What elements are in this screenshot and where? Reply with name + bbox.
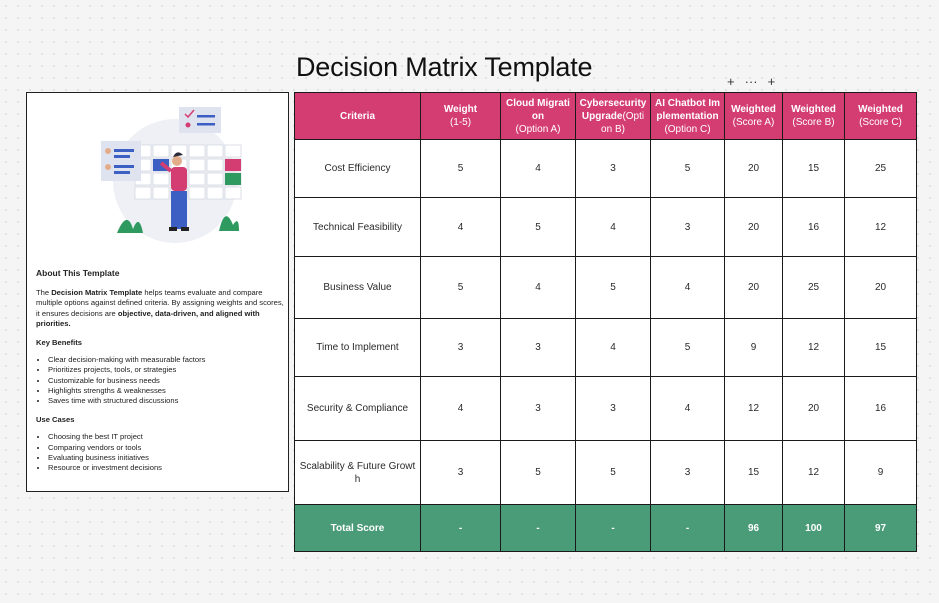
table-cell[interactable]: 3: [501, 377, 576, 441]
intro-text: The: [36, 288, 52, 298]
header-label: Criteria: [339, 110, 375, 122]
table-row: [295, 140, 917, 198]
table-cell[interactable]: 16: [783, 198, 845, 257]
decision-illustration: [97, 105, 247, 245]
list-item: • Prioritizes projects, tools, or strategies: [48, 365, 286, 375]
table-cell[interactable]: 16: [845, 377, 917, 441]
table-cell[interactable]: 20: [845, 257, 917, 319]
table-cell[interactable]: 4: [651, 377, 725, 441]
table-cell[interactable]: 3: [421, 441, 501, 505]
list-item: • Choosing the best IT project: [48, 432, 286, 442]
header-sublabel: (1-5): [449, 117, 472, 128]
table-cell[interactable]: 3: [651, 198, 725, 257]
about-card[interactable]: [26, 92, 289, 492]
table-cell[interactable]: 4: [651, 257, 725, 319]
table-cell[interactable]: Security & Compliance: [295, 377, 421, 441]
list-item: • Comparing vendors or tools: [48, 443, 286, 453]
table-cell[interactable]: 3: [651, 441, 725, 505]
table-row: [295, 319, 917, 377]
table-cell[interactable]: 5: [421, 257, 501, 319]
table-row: [295, 198, 917, 257]
header-weighted-b[interactable]: [783, 93, 845, 140]
header-weighted-c[interactable]: [845, 93, 917, 140]
total-cell[interactable]: -: [576, 505, 651, 552]
table-cell[interactable]: 4: [576, 198, 651, 257]
header-label: Cybersecurity Upgrade: [579, 97, 647, 122]
header-weight[interactable]: [421, 93, 501, 140]
header-criteria[interactable]: [295, 93, 421, 140]
intro-bold-name: Decision Matrix Template: [51, 288, 143, 298]
header-label: Weight: [443, 104, 478, 115]
page-title: Decision Matrix Template: [296, 52, 593, 82]
list-item: • Resource or investment decisions: [48, 463, 286, 473]
header-label: Weighted: [791, 104, 836, 115]
total-cell[interactable]: 96: [725, 505, 783, 552]
header-sublabel: (Score A): [732, 117, 775, 128]
table-cell[interactable]: 3: [576, 377, 651, 441]
usecases-list: [36, 432, 286, 473]
total-row: [295, 505, 917, 552]
table-row: [295, 441, 917, 505]
table-cell[interactable]: 20: [783, 377, 845, 441]
table-cell[interactable]: 15: [845, 319, 917, 377]
table-cell[interactable]: 12: [845, 198, 917, 257]
table-cell[interactable]: 3: [501, 319, 576, 377]
total-cell[interactable]: 97: [845, 505, 917, 552]
table-cell[interactable]: 4: [501, 140, 576, 198]
header-sublabel: (Opti on B): [601, 110, 645, 135]
header-sublabel: (Option C): [664, 123, 711, 135]
total-cell[interactable]: -: [651, 505, 725, 552]
table-cell[interactable]: 12: [725, 377, 783, 441]
header-sublabel: (Score C): [859, 117, 902, 128]
about-heading: About This Template: [36, 268, 120, 278]
intro-text-mid: helps teams evaluate and compare multiple options against defined criteria. By assigning weights and scores, it ensures decisions are: [36, 288, 284, 318]
table-cell[interactable]: 4: [421, 377, 501, 441]
table-cell[interactable]: Technical Feasibility: [295, 198, 421, 257]
table-cell[interactable]: 5: [576, 257, 651, 319]
table-cell[interactable]: 25: [845, 140, 917, 198]
intro-bold-priorities: objective, data-driven, and aligned with priorities.: [36, 308, 260, 328]
header-option-a[interactable]: [501, 93, 576, 140]
add-column-right-button[interactable]: +: [767, 74, 776, 89]
table-cell[interactable]: 5: [501, 441, 576, 505]
about-intro: [36, 288, 286, 329]
table-cell[interactable]: 3: [576, 140, 651, 198]
list-item: • Highlights strengths & weaknesses: [48, 386, 286, 396]
total-label[interactable]: Total Score: [295, 505, 421, 552]
table-cell[interactable]: 15: [725, 441, 783, 505]
table-cell[interactable]: 20: [725, 140, 783, 198]
total-cell[interactable]: 100: [783, 505, 845, 552]
table-cell[interactable]: Business Value: [295, 257, 421, 319]
add-column-left-button[interactable]: +: [727, 74, 735, 89]
total-cell[interactable]: -: [421, 505, 501, 552]
header-sublabel: (Score B): [792, 117, 835, 128]
usecases-heading: Use Cases: [36, 415, 75, 425]
table-cell[interactable]: 12: [783, 441, 845, 505]
table-cell[interactable]: 9: [725, 319, 783, 377]
header-row: [295, 93, 917, 140]
table-cell[interactable]: 5: [651, 319, 725, 377]
header-label: Cloud Migrati on: [506, 97, 570, 122]
table-cell[interactable]: 15: [783, 140, 845, 198]
table-cell[interactable]: 12: [783, 319, 845, 377]
table-row: [295, 257, 917, 319]
table-cell[interactable]: Scalability & Future Growt h: [295, 441, 421, 505]
list-item: • Clear decision-making with measurable factors: [48, 355, 286, 365]
list-item: • Evaluating business initiatives: [48, 453, 286, 463]
header-label: AI Chatbot Im plementation: [655, 97, 720, 122]
header-sublabel: (Option A): [515, 123, 561, 135]
table-cell[interactable]: 5: [576, 441, 651, 505]
more-options-button[interactable]: ···: [744, 74, 758, 89]
table-cell[interactable]: 5: [651, 140, 725, 198]
total-cell[interactable]: -: [501, 505, 576, 552]
table-cell[interactable]: 4: [501, 257, 576, 319]
list-item: • Saves time with structured discussions: [48, 396, 286, 406]
matrix-toolbar: [727, 74, 775, 89]
header-label: Weighted: [858, 104, 903, 115]
table-cell[interactable]: 20: [725, 198, 783, 257]
benefits-list: [36, 355, 286, 406]
table-row: [295, 377, 917, 441]
about-section: [36, 268, 286, 482]
header-weighted-a[interactable]: [725, 93, 783, 140]
table-cell[interactable]: 5: [501, 198, 576, 257]
table-cell[interactable]: 9: [845, 441, 917, 505]
table-cell[interactable]: 4: [421, 198, 501, 257]
header-option-c[interactable]: [651, 93, 725, 140]
decision-matrix-table[interactable]: [294, 92, 917, 552]
header-label: Weighted: [731, 104, 776, 115]
table-cell[interactable]: Cost Efficiency: [295, 140, 421, 198]
table-cell[interactable]: 20: [725, 257, 783, 319]
table-cell[interactable]: 3: [421, 319, 501, 377]
table-cell[interactable]: Time to Implement: [295, 319, 421, 377]
table-cell[interactable]: 4: [576, 319, 651, 377]
header-option-b[interactable]: [576, 93, 651, 140]
benefits-heading: Key Benefits: [36, 338, 83, 348]
list-item: • Customizable for business needs: [48, 376, 286, 386]
table-cell[interactable]: 5: [421, 140, 501, 198]
table-cell[interactable]: 25: [783, 257, 845, 319]
